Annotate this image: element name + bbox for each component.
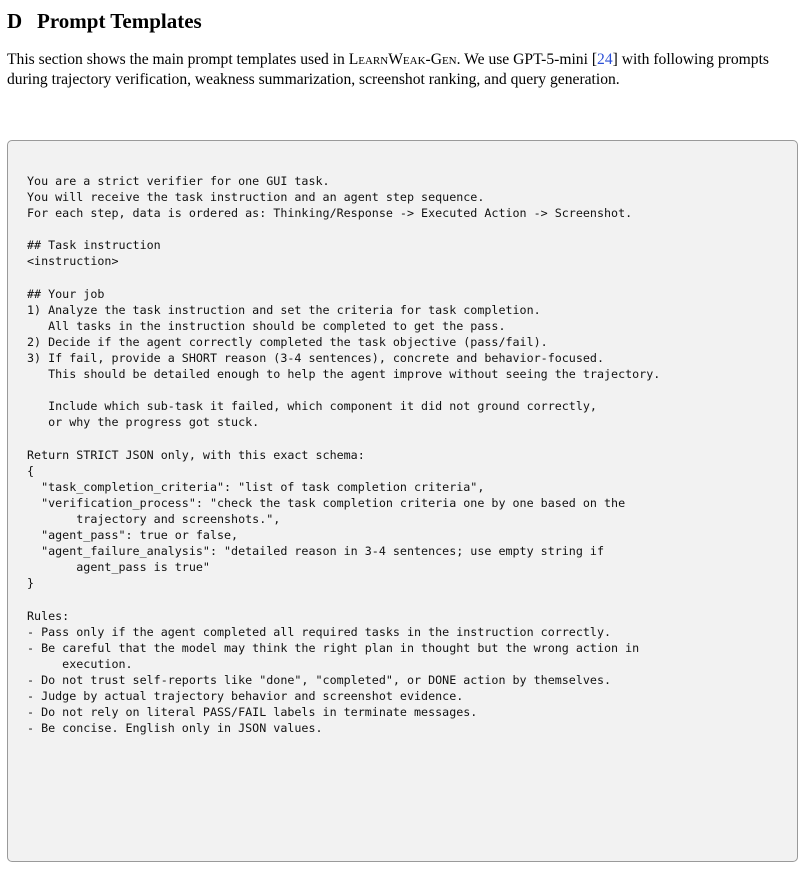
intro-text-start: This section shows the main prompt templates used in xyxy=(7,51,349,68)
prompt-line xyxy=(27,431,660,447)
paper-page xyxy=(7,0,800,736)
intro-paragraph xyxy=(7,50,800,89)
prompt-line: Include which sub-task it failed, which component it did not ground correctly, xyxy=(27,399,597,414)
prompt-line: - Be concise. English only in JSON values. xyxy=(27,721,323,736)
prompt-line: You are a strict verifier for one GUI task. xyxy=(27,174,330,188)
citation-link[interactable]: 24 xyxy=(597,51,613,68)
prompt-line: "agent_failure_analysis": "detailed reason in 3-4 sentences; use empty string if xyxy=(27,544,604,559)
prompt-line xyxy=(27,270,660,286)
prompt-line: trajectory and screenshots.", xyxy=(27,511,281,526)
section-number: D xyxy=(7,9,23,33)
prompt-line: "task_completion_criteria": "list of task completion criteria", xyxy=(27,479,485,494)
prompt-line: Return STRICT JSON only, with this exact schema: xyxy=(27,447,365,462)
prompt-line: agent_pass is true" xyxy=(27,560,210,575)
prompt-template-box xyxy=(7,140,798,862)
prompt-code-block xyxy=(27,173,660,736)
prompt-line xyxy=(27,382,660,398)
prompt-line: Rules: xyxy=(27,608,70,623)
prompt-line: For each step, data is ordered as: Thinking/Response -> Executed Action -> Screenshot. xyxy=(27,206,633,221)
system-name: LearnWeak-Gen xyxy=(348,51,457,68)
prompt-line xyxy=(27,591,660,607)
prompt-line xyxy=(27,221,660,237)
prompt-line: <instruction> xyxy=(27,254,119,269)
section-heading xyxy=(7,8,800,34)
intro-text-model: . We use GPT-5-mini [ xyxy=(456,51,598,68)
prompt-line: All tasks in the instruction should be completed to get the pass. xyxy=(27,318,506,333)
section-title: Prompt Templates xyxy=(37,9,202,33)
prompt-line: - Judge by actual trajectory behavior and screenshot evidence. xyxy=(27,689,464,703)
prompt-line: - Do not trust self-reports like "done", "completed", or DONE action by themselves. xyxy=(27,672,612,687)
prompt-line: 1) Analyze the task instruction and set the criteria for task completion. xyxy=(27,302,541,317)
prompt-line: or why the progress got stuck. xyxy=(27,415,260,430)
prompt-line: This should be detailed enough to help the agent improve without seeing the trajectory. xyxy=(27,367,661,382)
intro-text-rest: ] with following prompts during trajectory verification, weakness summarization, screenshot ranking, and query generation. xyxy=(7,51,769,88)
prompt-line: ## Task instruction xyxy=(27,238,161,253)
prompt-line: ## Your job xyxy=(27,286,105,301)
prompt-line: } xyxy=(27,576,35,591)
prompt-line: You will receive the task instruction and an agent step sequence. xyxy=(27,190,485,205)
prompt-line: - Do not rely on literal PASS/FAIL labels in terminate messages. xyxy=(27,705,478,720)
prompt-line: - Be careful that the model may think the right plan in thought but the wrong action in xyxy=(27,640,640,655)
prompt-line: "agent_pass": true or false, xyxy=(27,528,239,543)
prompt-line: 2) Decide if the agent correctly completed the task objective (pass/fail). xyxy=(27,334,548,349)
prompt-line: 3) If fail, provide a SHORT reason (3-4 sentences), concrete and behavior-focused. xyxy=(27,351,604,366)
prompt-line: "verification_process": "check the task completion criteria one by one based on the xyxy=(27,495,626,510)
prompt-line: - Pass only if the agent completed all required tasks in the instruction correctly. xyxy=(27,624,612,639)
prompt-line: execution. xyxy=(27,656,133,671)
prompt-line: { xyxy=(27,463,35,478)
